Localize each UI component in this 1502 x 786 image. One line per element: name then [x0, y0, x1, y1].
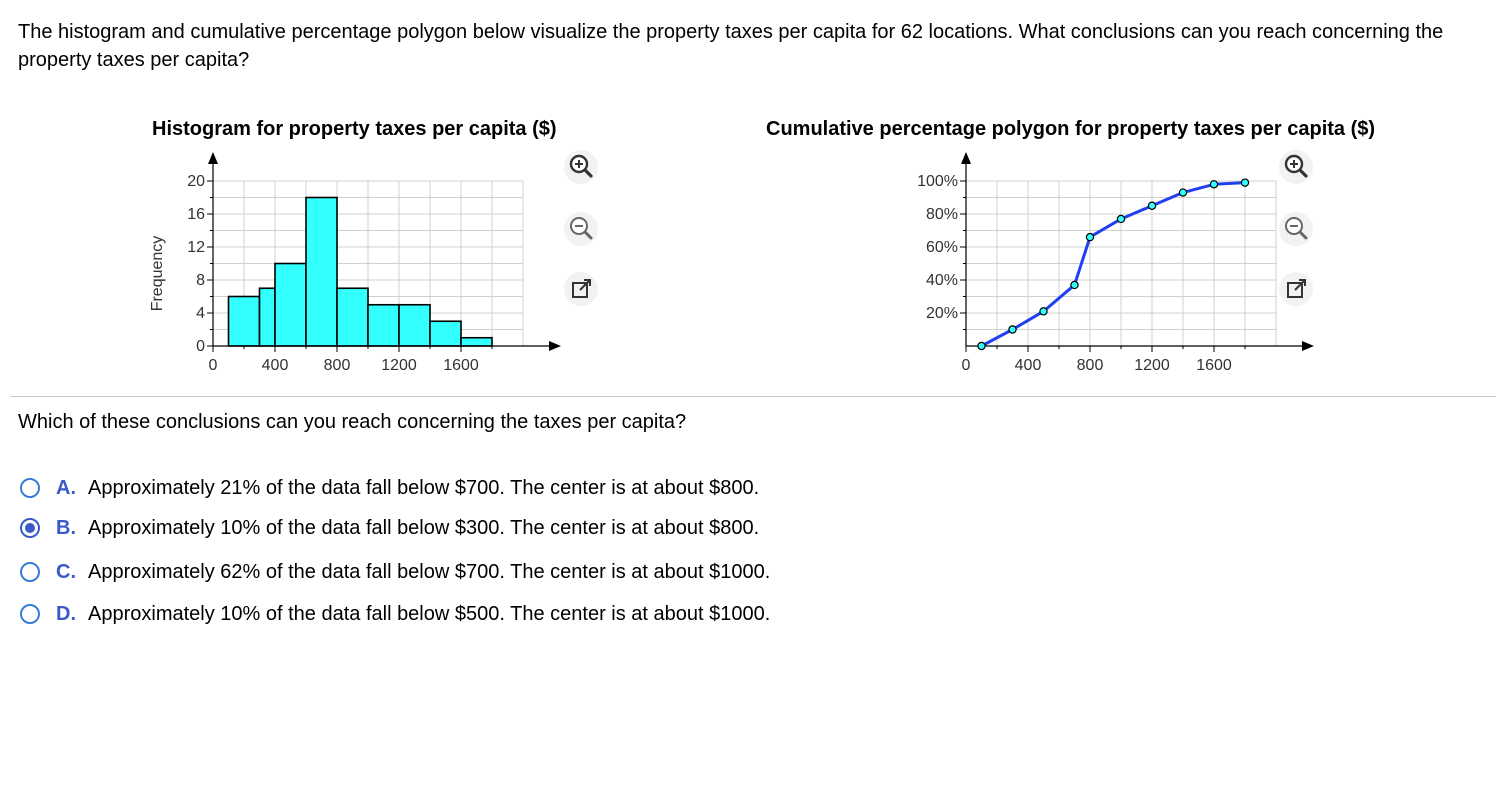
x-tick-label: 0	[208, 357, 218, 374]
cumulative-zoom-out-button[interactable]	[1279, 212, 1313, 246]
histogram-title: Histogram for property taxes per capita ($)	[152, 118, 557, 140]
y-tick-label: 8	[196, 272, 205, 289]
histogram-bar	[337, 288, 368, 346]
option-d[interactable]	[20, 600, 770, 628]
histogram-chart	[140, 150, 570, 380]
zoom-in-icon	[1279, 150, 1313, 184]
cumulative-line	[982, 183, 1246, 346]
radio-button-a[interactable]	[20, 478, 40, 498]
y-tick-label: 40%	[925, 272, 958, 289]
x-tick-label: 0	[961, 357, 971, 374]
data-point	[1040, 308, 1047, 315]
data-point	[1086, 234, 1093, 241]
y-tick-label: 16	[187, 206, 205, 223]
histogram-bar	[260, 288, 276, 346]
data-point	[1148, 202, 1155, 209]
y-tick-label: 4	[196, 305, 205, 322]
y-tick-label: 100%	[917, 173, 958, 190]
option-c[interactable]	[20, 558, 770, 586]
radio-button-d[interactable]	[20, 604, 40, 624]
x-axis-arrow	[1302, 341, 1314, 351]
y-axis-label: Frequency	[149, 235, 166, 312]
data-point	[1071, 281, 1078, 288]
option-letter: A.	[56, 476, 76, 499]
y-tick-label: 80%	[925, 206, 958, 223]
cumulative-title: Cumulative percentage polygon for property taxes per capita ($)	[766, 118, 1376, 140]
y-tick-label: 12	[187, 239, 205, 256]
histogram-bar	[306, 198, 337, 347]
section-divider	[10, 396, 1496, 397]
y-tick-label: 20	[187, 173, 205, 190]
y-tick-label: 0	[196, 338, 205, 355]
histogram-bar	[275, 264, 306, 347]
histogram-zoom-in-button[interactable]	[564, 150, 598, 184]
x-tick-label: 1200	[1134, 357, 1170, 374]
data-point	[1241, 179, 1248, 186]
x-axis-arrow	[549, 341, 561, 351]
x-tick-label: 1600	[443, 357, 479, 374]
radio-button-b[interactable]	[20, 518, 40, 538]
y-axis-arrow	[961, 152, 971, 164]
data-point	[978, 342, 985, 349]
cumulative-zoom-in-button[interactable]	[1279, 150, 1313, 184]
y-tick-label: 60%	[925, 239, 958, 256]
x-tick-label: 800	[323, 357, 351, 374]
histogram-bar	[229, 297, 260, 347]
x-tick-label: 400	[261, 357, 289, 374]
x-tick-label: 1600	[1196, 357, 1232, 374]
x-tick-label: 800	[1076, 357, 1104, 374]
cumulative-open-new-button[interactable]	[1279, 272, 1313, 306]
data-point	[1210, 181, 1217, 188]
radio-button-c[interactable]	[20, 562, 40, 582]
option-b[interactable]	[20, 514, 759, 542]
option-text: Approximately 10% of the data fall below $300. The center is at about $800.	[88, 516, 760, 539]
histogram-zoom-out-button[interactable]	[564, 212, 598, 246]
prompt-text: Which of these conclusions can you reach concerning the taxes per capita?	[18, 411, 687, 433]
option-text: Approximately 10% of the data fall below $500. The center is at about $1000.	[88, 602, 771, 625]
open-in-new-window-icon	[1279, 272, 1313, 306]
option-text: Approximately 62% of the data fall below $700. The center is at about $1000.	[88, 560, 771, 583]
histogram-bar	[368, 305, 399, 346]
open-in-new-window-icon	[564, 272, 598, 306]
option-letter: D.	[56, 602, 76, 625]
data-point	[1117, 215, 1124, 222]
histogram-bar	[430, 321, 461, 346]
cumulative-chart	[880, 150, 1280, 380]
data-point	[1179, 189, 1186, 196]
option-letter: C.	[56, 560, 76, 583]
option-letter: B.	[56, 516, 76, 539]
data-point	[1009, 326, 1016, 333]
histogram-bar	[461, 338, 492, 346]
x-tick-label: 400	[1014, 357, 1042, 374]
option-text: Approximately 21% of the data fall below $700. The center is at about $800.	[88, 476, 760, 499]
y-tick-label: 20%	[925, 305, 958, 322]
question-text: The histogram and cumulative percentage polygon below visualize the property taxes per capita for 62 locations. What conclusions can you reach concerning the property taxes per capita?	[18, 21, 1444, 71]
zoom-out-icon	[564, 212, 598, 246]
zoom-in-icon	[564, 150, 598, 184]
histogram-bar	[399, 305, 430, 346]
y-axis-arrow	[208, 152, 218, 164]
zoom-out-icon	[1279, 212, 1313, 246]
histogram-open-new-button[interactable]	[564, 272, 598, 306]
option-a[interactable]	[20, 474, 759, 502]
x-tick-label: 1200	[381, 357, 417, 374]
